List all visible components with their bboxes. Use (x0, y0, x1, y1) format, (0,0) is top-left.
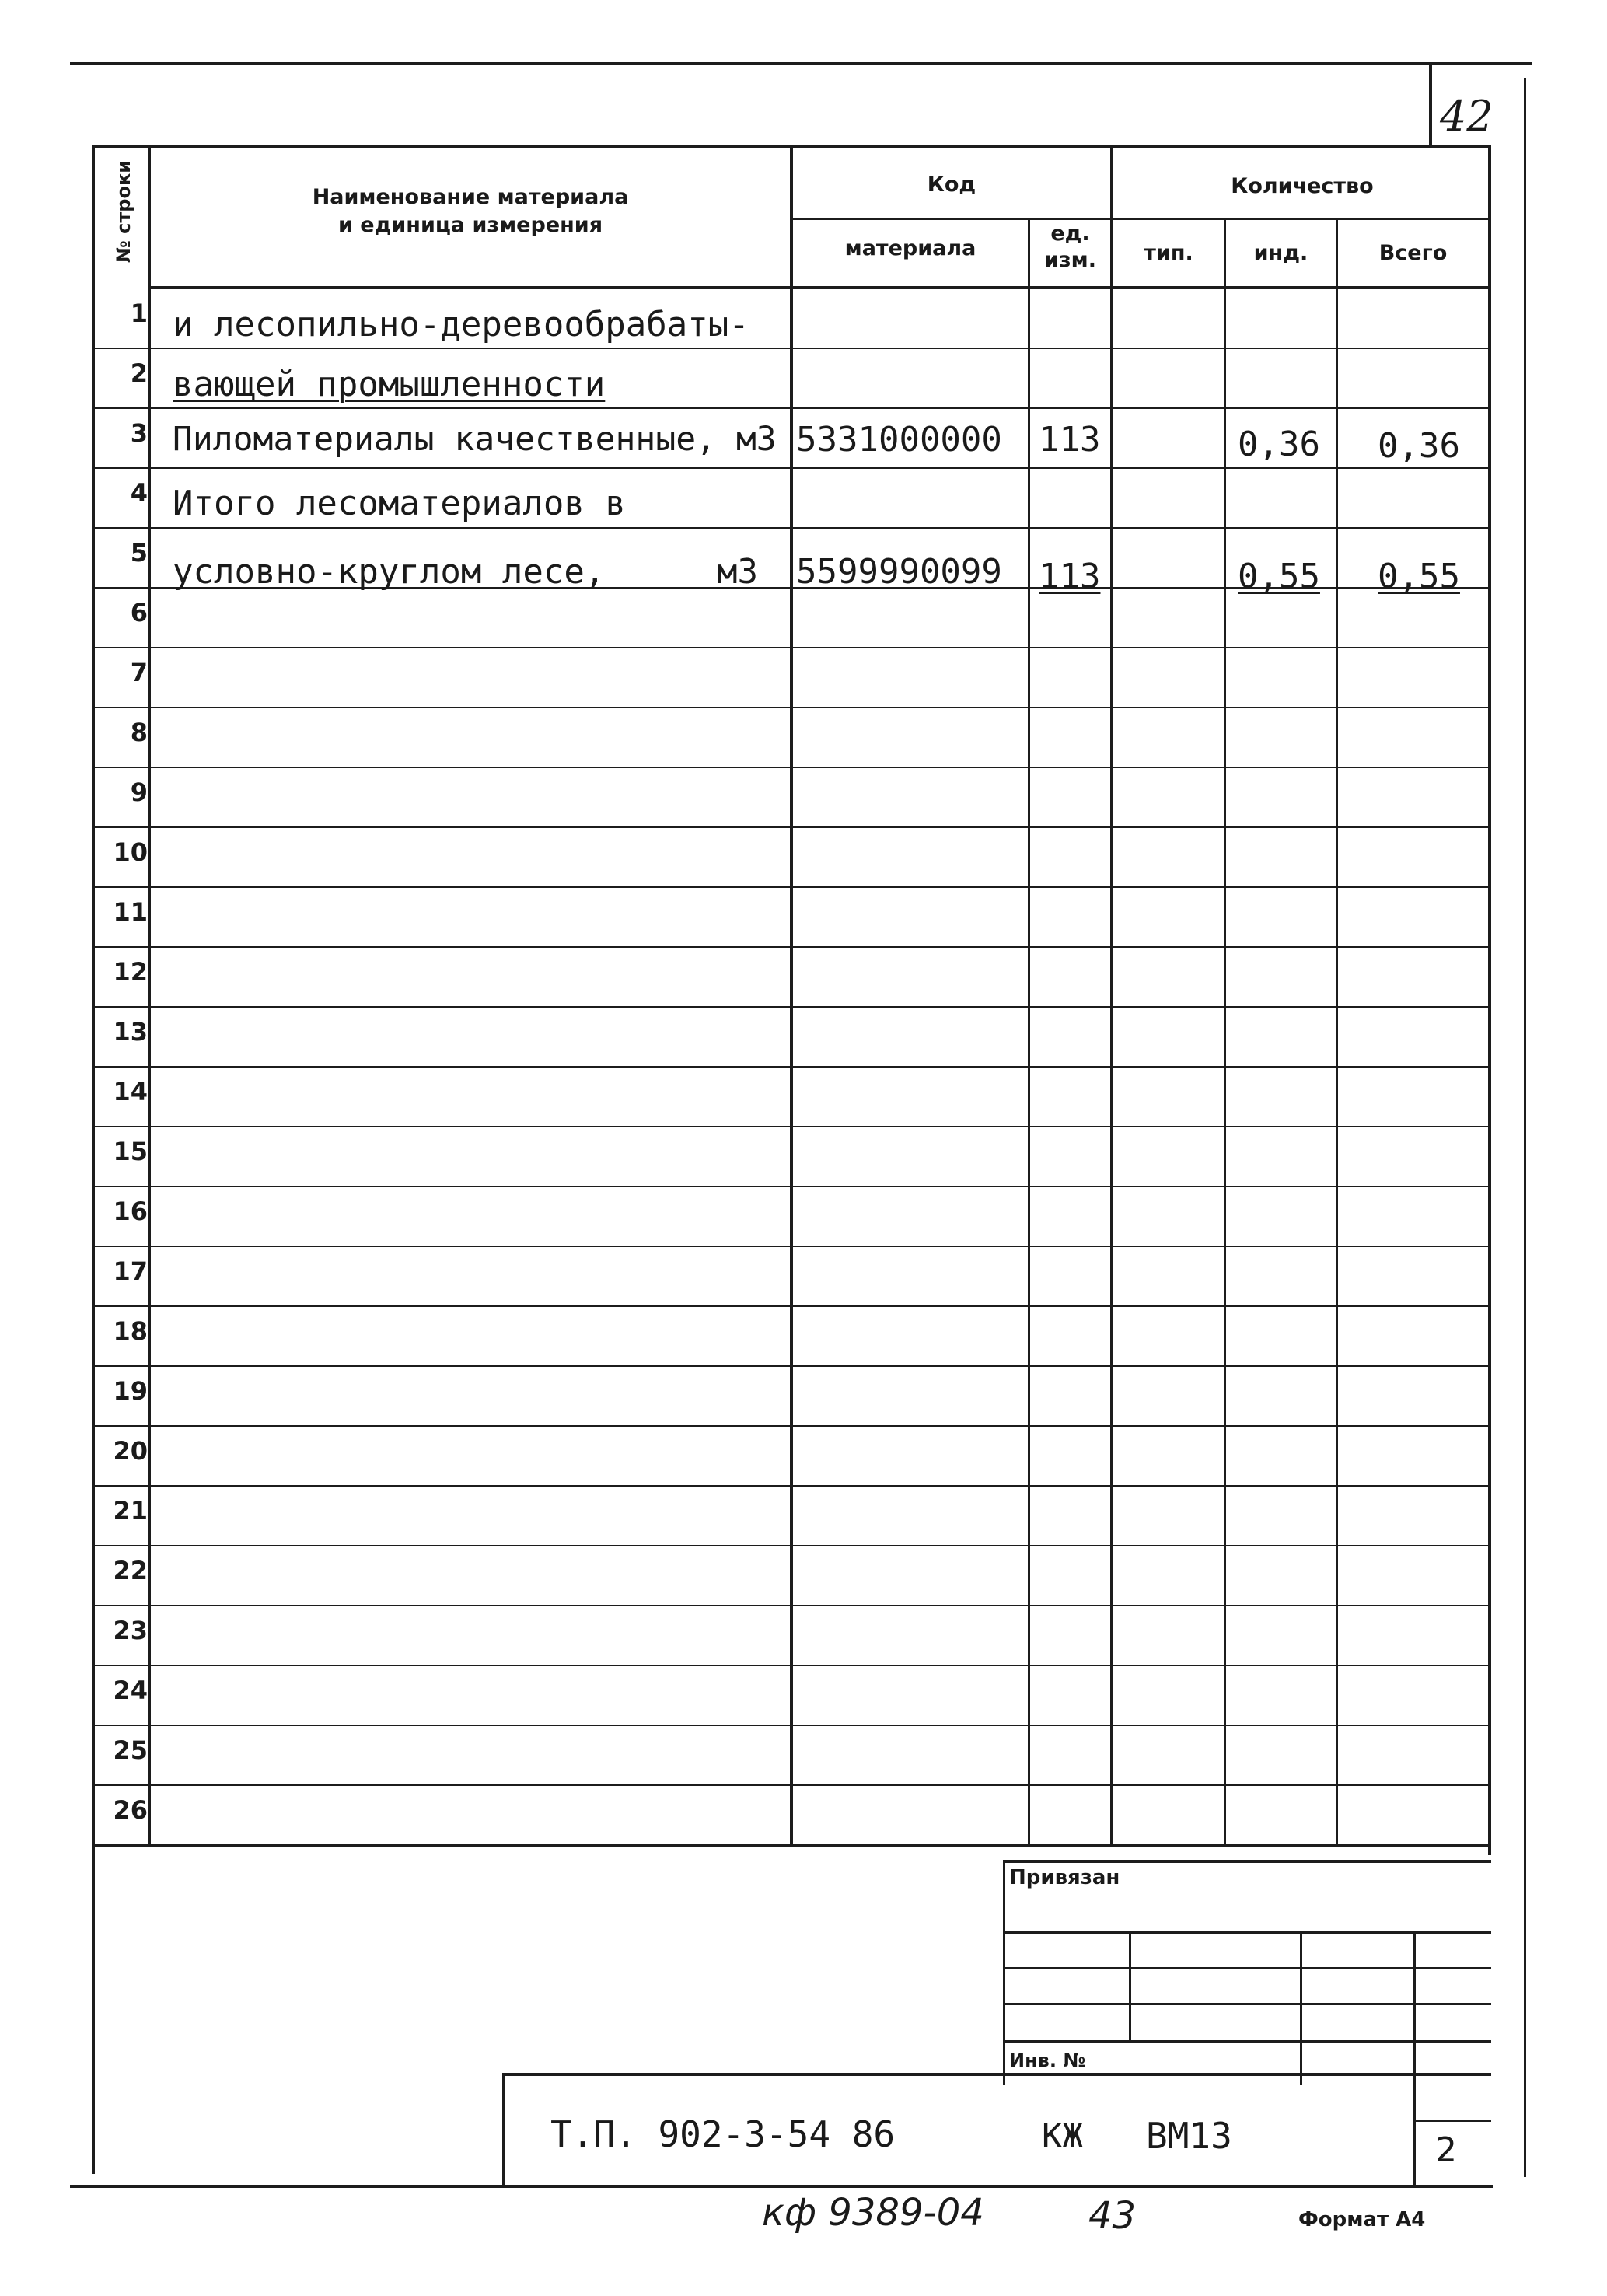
bound-label: Привязан (1009, 1866, 1120, 1889)
row-number: 14 (113, 1077, 148, 1106)
code-unit-header: ед. изм. (1044, 222, 1096, 272)
row-number: 8 (130, 718, 148, 747)
stamp-line (1003, 2040, 1491, 2043)
row-number: 26 (113, 1795, 148, 1825)
row-number: 1 (130, 299, 148, 328)
qty-ind-header: инд. (1253, 241, 1308, 265)
qty-total-header: Всего (1378, 241, 1448, 265)
stamp-line (1003, 2003, 1491, 2005)
qty-ind: 0,55 (1238, 557, 1320, 596)
row-number: 23 (113, 1616, 148, 1645)
qty-typ-header: тип. (1144, 241, 1193, 265)
row-number: 3 (130, 418, 148, 448)
col-sep-material (1028, 218, 1030, 1847)
table-right-border (1488, 145, 1491, 1855)
qty-total: 0,36 (1378, 426, 1460, 466)
stamp-line (1003, 1967, 1491, 1969)
row-number: 24 (113, 1676, 148, 1705)
right-border (1524, 78, 1526, 2177)
bottom-border (70, 2185, 1493, 2188)
unit-code: 113 (1039, 420, 1101, 460)
format-label: Формат А4 (1298, 2208, 1426, 2231)
header-subline (790, 218, 1491, 220)
row-number: 12 (113, 957, 148, 987)
code-material-header: материала (844, 236, 976, 260)
row-number: 9 (130, 778, 148, 807)
quantity-column-header: Количество (1231, 174, 1374, 198)
row-number: 4 (130, 478, 148, 508)
page-number: 42 (1440, 92, 1493, 141)
material-code: 5599990099 (796, 552, 1002, 592)
qty-ind: 0,36 (1238, 425, 1320, 464)
row-number: 25 (113, 1735, 148, 1765)
row-number: 18 (113, 1316, 148, 1346)
material-code: 5331000000 (796, 420, 1002, 460)
doc-code: Т.П. 902-3-54 86 (550, 2113, 896, 2155)
row-number: 16 (113, 1197, 148, 1226)
row-number: 10 (113, 837, 148, 867)
stamp-divider (1413, 1931, 1416, 2188)
sheet-code: ВМ13 (1146, 2115, 1232, 2157)
handwritten-note: кф 9389-04 (762, 2191, 984, 2235)
stamp-divider (1129, 1931, 1131, 2040)
stamp-left (1003, 1860, 1005, 2085)
col-sep-rowno (148, 145, 151, 1847)
row-number: 2 (130, 358, 148, 388)
row-number: 15 (113, 1137, 148, 1166)
row-number: 17 (113, 1256, 148, 1286)
row-number: 19 (113, 1376, 148, 1406)
row-number: 7 (130, 658, 148, 687)
inv-label: Инв. № (1009, 2050, 1086, 2071)
sheet-box-line (1413, 2120, 1491, 2122)
material-name: вающей промышленности (173, 365, 606, 404)
col-sep-code (1110, 145, 1113, 1847)
doc-block-left (502, 2073, 505, 2188)
row-number: 13 (113, 1017, 148, 1047)
header-bottom (148, 286, 1491, 289)
row-number: 21 (113, 1496, 148, 1525)
stamp-divider (1300, 1931, 1302, 2085)
row-number: 22 (113, 1556, 148, 1585)
material-unit: м3 (717, 552, 758, 592)
row-number: 11 (113, 897, 148, 927)
col-sep-ind (1336, 218, 1338, 1847)
code-column-header: Код (927, 173, 976, 197)
top-border (70, 62, 1532, 65)
row-number: 20 (113, 1436, 148, 1466)
row-number-header: № строки (113, 159, 134, 264)
doc-block-top (502, 2073, 1491, 2076)
row-number: 6 (130, 598, 148, 627)
unit-code: 113 (1039, 557, 1101, 596)
material-name: Пиломатериалы качественные, м3 (173, 420, 777, 459)
col-sep-name (790, 145, 793, 1847)
handwritten-number: 43 (1088, 2194, 1137, 2238)
page-number-box-left (1429, 65, 1432, 148)
material-name: условно-круглом лесе, (173, 552, 606, 592)
kzh-mark: КЖ (1042, 2116, 1083, 2156)
stamp-line (1003, 1931, 1491, 1934)
row-number: 5 (130, 538, 148, 568)
material-name: и лесопильно-деревообрабаты- (173, 305, 749, 344)
qty-total: 0,55 (1378, 557, 1460, 596)
stamp-top (1003, 1860, 1491, 1863)
col-sep-typ (1224, 218, 1226, 1847)
sheet-number: 2 (1435, 2130, 1457, 2170)
material-name: Итого лесоматериалов в (173, 484, 626, 523)
name-column-header: Наименование материала и единица измерения (312, 185, 629, 237)
